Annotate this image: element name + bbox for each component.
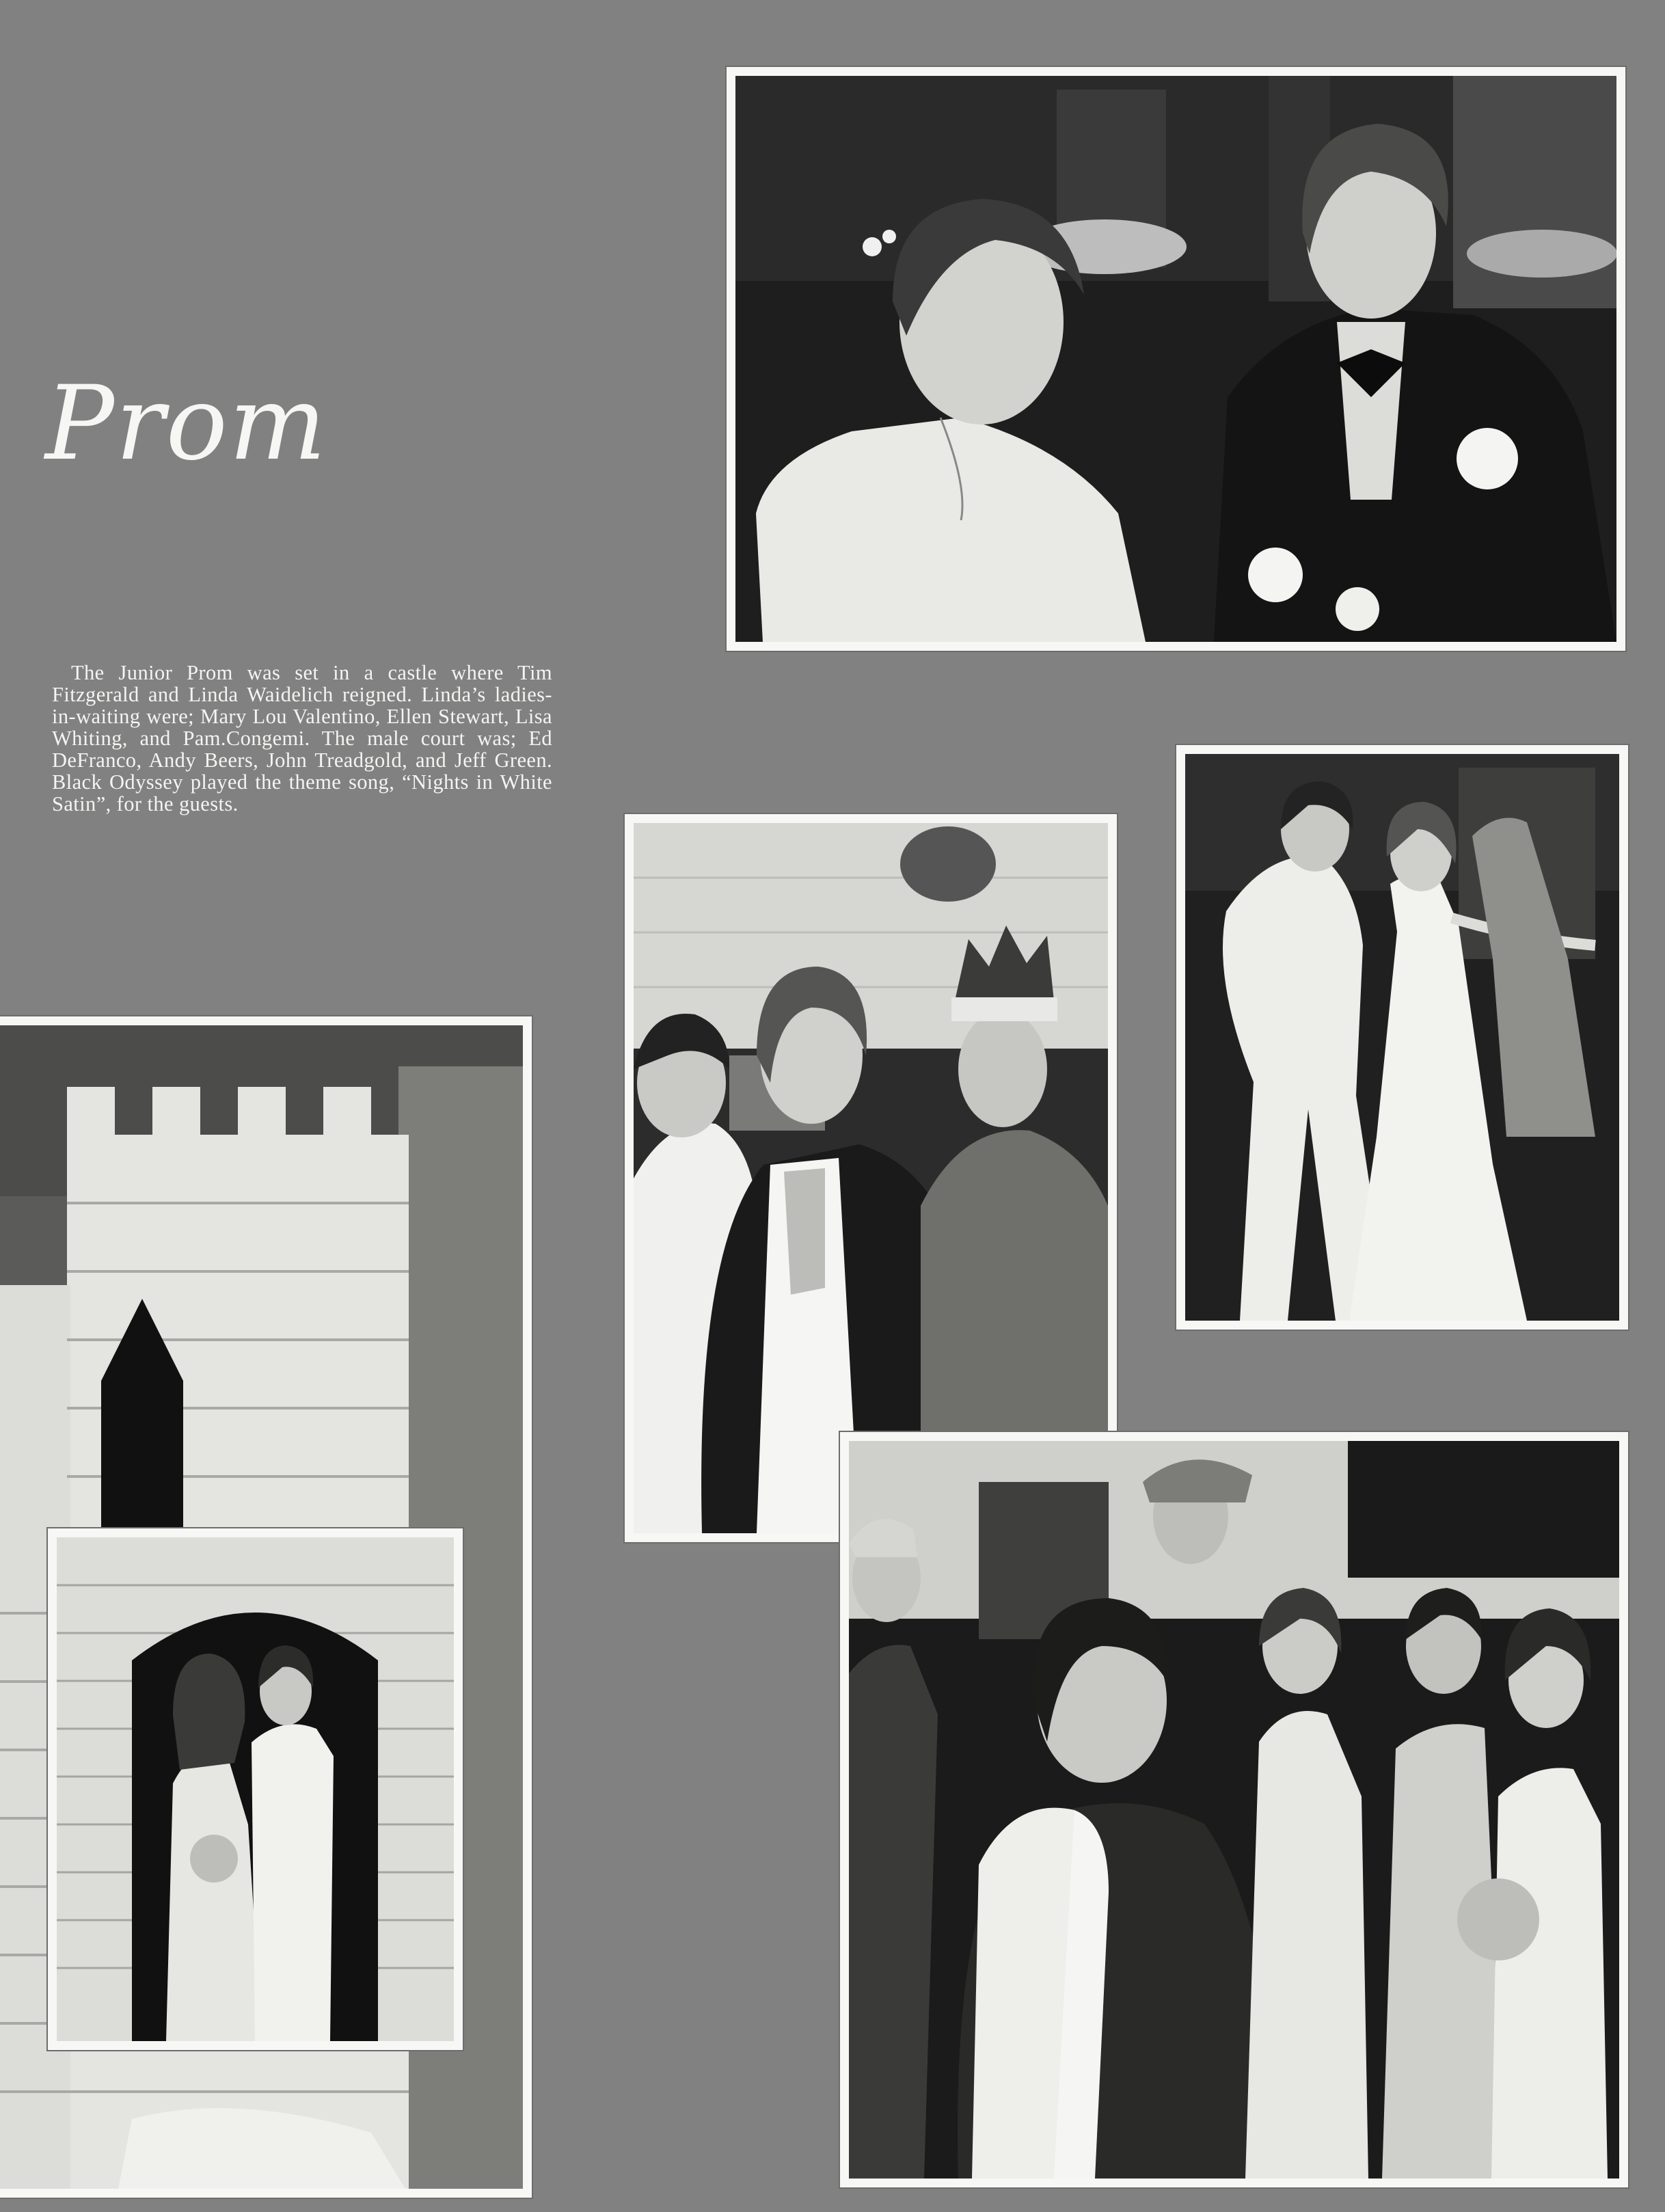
photo-couple-under-arch	[48, 1528, 463, 2050]
photo-couple-at-table-image	[735, 76, 1616, 642]
photo-queen-and-court-image	[849, 1441, 1619, 2179]
page-title: Prom	[45, 364, 328, 483]
photo-couple-at-table	[727, 67, 1625, 651]
photo-crowning-king-image	[634, 823, 1108, 1533]
photo-queen-and-court	[840, 1432, 1628, 2187]
caption-text: The Junior Prom was set in a castle where Tim Fitzgerald and Linda Waidelich reigned. Linda’s ladies-in-waiting were; Mary Lou Valentino, Ellen Stewart, Lisa Whiting, and Pam.Congemi. The male court was; Ed DeFranco, Andy Beers, John Treadgold, and Jeff Green. Black Odyssey played the theme song, “Nights in White Satin”, for the guests.	[52, 661, 552, 815]
photo-couple-dancing	[1176, 745, 1628, 1330]
photo-couple-dancing-image	[1185, 754, 1619, 1321]
photo-couple-under-arch-image	[57, 1537, 454, 2041]
